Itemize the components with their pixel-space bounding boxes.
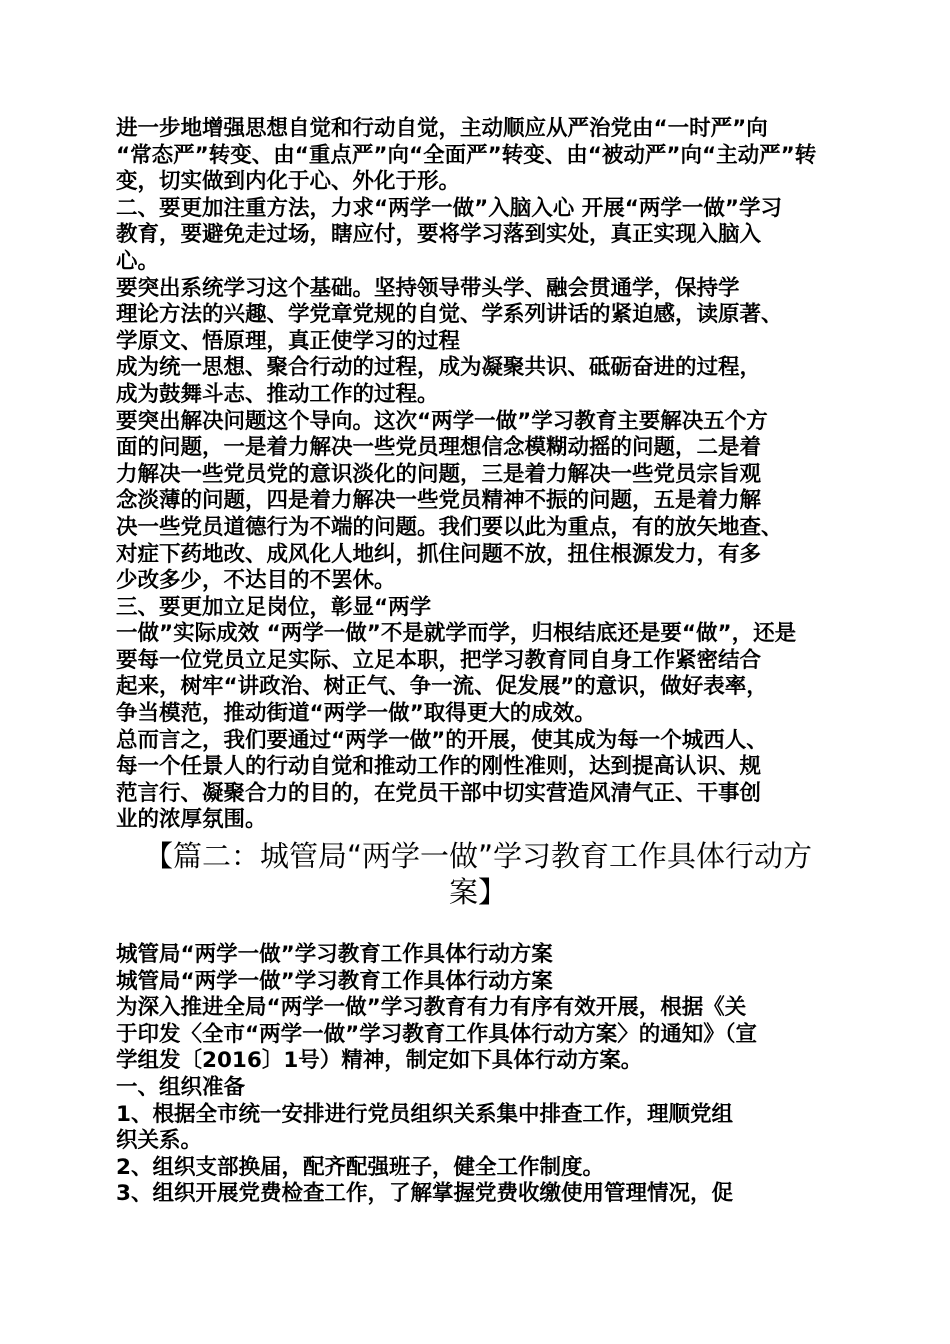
text-line: 进一步地增强思想自觉和行动自觉，主动顺应从严治党由“一时严”向: [116, 116, 768, 141]
text-line: 学组发〔2016〕1号）精神，制定如下具体行动方案。: [116, 1048, 643, 1074]
text-line: 于印发〈全市“两学一做”学习教育工作具体行动方案〉的通知》（宣: [116, 1021, 758, 1047]
text-line: 对症下药地改、成风化人地纠，抓住问题不放，扭住根源发力，有多: [116, 541, 762, 567]
text-line: 范言行、凝聚合力的目的，在党员干部中切实营造风清气正、干事创: [116, 780, 762, 806]
text-line: 变，切实做到内化于心、外化于形。: [116, 169, 461, 195]
text-line: 1、根据全市统一安排进行党员组织关系集中排查工作，理顺党组: [116, 1101, 733, 1127]
text-line: 要突出解决问题这个导向。这次“两学一做”学习教育主要解决五个方: [116, 408, 768, 434]
text-line: 2、组织支部换届，配齐配强班子，健全工作制度。: [116, 1154, 604, 1180]
text-line: 力解决一些党员党的意识淡化的问题，三是着力解决一些党员宗旨观: [116, 461, 762, 487]
text-line: 心。: [116, 248, 160, 274]
text-line: 决一些党员道德行为不端的问题。我们要以此为重点，有的放矢地查、: [116, 514, 783, 540]
text-line: 为深入推进全局“两学一做”学习教育有力有序有效开展，根据《关: [116, 995, 747, 1021]
text-line: 城管局“两学一做”学习教育工作具体行动方案: [116, 968, 553, 994]
text-line: 要突出系统学习这个基础。坚持领导带头学、融会贯通学，保持学: [116, 275, 740, 301]
text-line: 成为鼓舞斗志、推动工作的过程。: [116, 381, 439, 407]
text-line: 念淡薄的问题，四是着力解决一些党员精神不振的问题，五是着力解: [116, 488, 762, 514]
text-line: 每一个任景人的行动自觉和推动工作的刚性准则，达到提高认识、规: [116, 754, 762, 780]
text-line: 争当模范，推动街道“两学一做”取得更大的成效。: [116, 701, 596, 727]
text-line: 3、组织开展党费检查工作，了解掌握党费收缴使用管理情况，促: [116, 1181, 733, 1207]
text-line: 少改多少，不达目的不罢休。: [116, 568, 396, 594]
text-line: 面的问题，一是着力解决一些党员理想信念模糊动摇的问题，二是着: [116, 435, 762, 461]
text-line: 二、要更加注重方法，力求“两学一做”入脑入心 开展“两学一做”学习: [116, 195, 783, 221]
text-line: 三、要更加立足岗位，彰显“两学: [116, 594, 432, 620]
text-line: 理论方法的兴趣、学党章党规的自觉、学系列讲话的紧迫感，读原著、: [116, 302, 783, 328]
text-line: 一、组织准备: [116, 1075, 246, 1100]
document-page: [116, 116, 840, 1208]
body-text-part-2: [116, 942, 840, 1208]
text-line: 成为统一思想、聚合行动的过程，成为凝聚共识、砥砺奋进的过程，: [116, 355, 762, 381]
text-line: 总而言之，我们要通过“两学一做”的开展，使其成为每一个城西人、: [116, 727, 768, 753]
section-heading-line-2: 案】: [448, 875, 507, 910]
text-line: 一做”实际成效 “两学一做”不是就学而学，归根结底还是要“做”，还是: [116, 621, 797, 647]
section-heading: [116, 838, 840, 910]
text-line: 城管局“两学一做”学习教育工作具体行动方案: [116, 942, 553, 968]
text-line: “常态严”转变、由“重点严”向“全面严”转变、由“被动严”向“主动严”转: [116, 142, 817, 168]
text-line: 学原文、悟原理，真正使学习的过程: [116, 328, 461, 354]
body-text-part-1: [116, 116, 840, 834]
section-heading-line-1: 【篇二：城管局“两学一做”学习教育工作具体行动方: [143, 839, 813, 874]
text-line: 起来，树牢“讲政治、树正气、争一流、促发展”的意识，做好表率，: [116, 674, 768, 700]
text-line: 织关系。: [116, 1128, 203, 1154]
text-line: 业的浓厚氛围。: [116, 807, 267, 833]
text-line: 教育，要避免走过场，瞎应付，要将学习落到实处，真正实现入脑入: [116, 222, 762, 248]
text-line: 要每一位党员立足实际、立足本职，把学习教育同自身工作紧密结合: [116, 647, 762, 673]
